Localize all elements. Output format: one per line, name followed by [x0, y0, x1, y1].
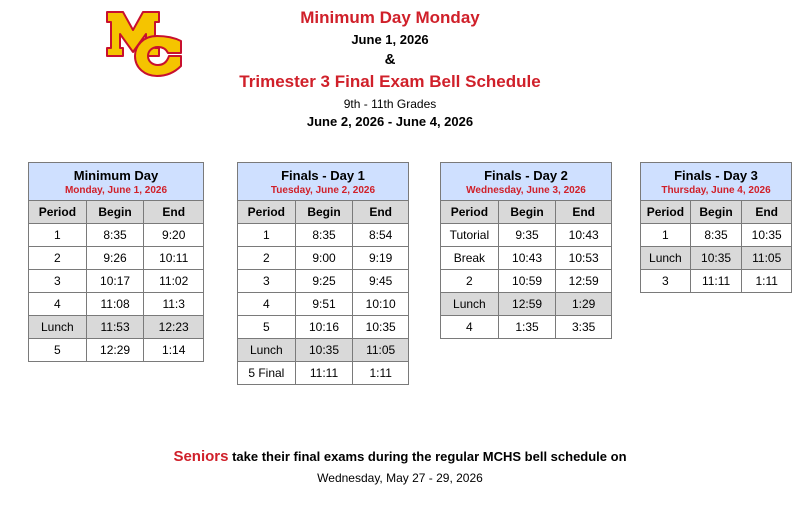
- footer-dates-line: [0, 469, 800, 487]
- header-subtitle: Trimester 3 Final Exam Bell Schedule: [239, 72, 541, 91]
- header-line-4: [200, 72, 580, 92]
- period-cell: 2: [238, 247, 296, 270]
- begin-cell: 10:35: [690, 247, 742, 270]
- table-row: [441, 293, 612, 316]
- header-date-range: June 2, 2026 - June 4, 2026: [306, 114, 474, 129]
- header-ampersand: &: [384, 51, 396, 68]
- end-cell: 1:11: [353, 362, 409, 385]
- begin-cell: 10:59: [498, 270, 556, 293]
- begin-cell: 12:59: [498, 293, 556, 316]
- schedule-title-text: Finals - Day 2: [484, 167, 568, 183]
- schedule-finals-day-2: [440, 162, 612, 339]
- schedule-subtitle: Thursday, June 4, 2026: [661, 184, 771, 196]
- period-cell: 1: [641, 224, 691, 247]
- begin-cell: 8:35: [86, 224, 144, 247]
- end-cell: 11:05: [742, 247, 792, 270]
- end-cell: 10:43: [556, 224, 612, 247]
- footer-seniors: Seniors: [173, 448, 229, 465]
- table-row: [641, 224, 792, 247]
- end-cell: 12:59: [556, 270, 612, 293]
- schedule-title: [641, 163, 792, 201]
- table-row: [238, 224, 409, 247]
- end-cell: 11:02: [144, 270, 204, 293]
- begin-cell: 11:11: [690, 270, 742, 293]
- end-cell: 11:3: [144, 293, 204, 316]
- period-cell: 3: [641, 270, 691, 293]
- table-row: [641, 247, 792, 270]
- schedule-title: [29, 163, 204, 201]
- col-header-end: End: [144, 201, 204, 224]
- begin-cell: 8:35: [690, 224, 742, 247]
- begin-cell: 9:25: [295, 270, 353, 293]
- period-cell: Lunch: [641, 247, 691, 270]
- end-cell: 8:54: [353, 224, 409, 247]
- schedule-title-text: Finals - Day 3: [674, 167, 758, 183]
- period-cell: 4: [29, 293, 87, 316]
- begin-cell: 11:11: [295, 362, 353, 385]
- col-header-period: Period: [29, 201, 87, 224]
- period-cell: Lunch: [238, 339, 296, 362]
- end-cell: 1:11: [742, 270, 792, 293]
- schedule-subtitle: Monday, June 1, 2026: [64, 184, 168, 196]
- table-row: [29, 293, 204, 316]
- begin-cell: 10:16: [295, 316, 353, 339]
- begin-cell: 9:51: [295, 293, 353, 316]
- begin-cell: 1:35: [498, 316, 556, 339]
- end-cell: 9:20: [144, 224, 204, 247]
- schedule-subtitle: Tuesday, June 2, 2026: [270, 184, 376, 196]
- schedule-finals-day-3: [640, 162, 792, 293]
- col-header-begin: Begin: [690, 201, 742, 224]
- period-cell: 2: [29, 247, 87, 270]
- begin-cell: 11:08: [86, 293, 144, 316]
- end-cell: 9:45: [353, 270, 409, 293]
- table-row: [238, 362, 409, 385]
- end-cell: 12:23: [144, 316, 204, 339]
- col-header-end: End: [556, 201, 612, 224]
- header-date: June 1, 2026: [351, 32, 429, 47]
- col-header-end: End: [353, 201, 409, 224]
- col-header-begin: Begin: [498, 201, 556, 224]
- period-cell: 5 Final: [238, 362, 296, 385]
- end-cell: 1:29: [556, 293, 612, 316]
- footer-dates: Wednesday, May 27 - 29, 2026: [317, 471, 483, 485]
- period-cell: 1: [238, 224, 296, 247]
- footer-text: take their final exams during the regular MCHS bell schedule on: [228, 449, 627, 464]
- header-line-6: [200, 113, 580, 131]
- header-line-1: [200, 8, 580, 28]
- col-header-end: End: [742, 201, 792, 224]
- header-title: Minimum Day Monday: [300, 8, 480, 27]
- period-cell: Tutorial: [441, 224, 499, 247]
- table-row: [641, 270, 792, 293]
- col-header-period: Period: [238, 201, 296, 224]
- schedule-title-text: Finals - Day 1: [281, 167, 365, 183]
- table-row: [29, 224, 204, 247]
- begin-cell: 8:35: [295, 224, 353, 247]
- period-cell: Lunch: [29, 316, 87, 339]
- begin-cell: 9:35: [498, 224, 556, 247]
- begin-cell: 9:00: [295, 247, 353, 270]
- end-cell: 3:35: [556, 316, 612, 339]
- mc-logo: [105, 8, 185, 78]
- table-row: [238, 247, 409, 270]
- schedule-subtitle: Wednesday, June 3, 2026: [466, 184, 586, 196]
- table-row: [441, 316, 612, 339]
- table-row: [29, 247, 204, 270]
- begin-cell: 10:43: [498, 247, 556, 270]
- table-row: [441, 270, 612, 293]
- period-cell: 4: [441, 316, 499, 339]
- col-header-begin: Begin: [295, 201, 353, 224]
- header-grades: 9th - 11th Grades: [343, 97, 437, 111]
- period-cell: Break: [441, 247, 499, 270]
- end-cell: 10:10: [353, 293, 409, 316]
- begin-cell: 10:35: [295, 339, 353, 362]
- table-row: [29, 316, 204, 339]
- schedule-minimum-day: [28, 162, 204, 362]
- table-row: [441, 224, 612, 247]
- period-cell: 2: [441, 270, 499, 293]
- end-cell: 9:19: [353, 247, 409, 270]
- begin-cell: 12:29: [86, 339, 144, 362]
- schedule-finals-day-1: [237, 162, 409, 385]
- end-cell: 1:14: [144, 339, 204, 362]
- period-cell: 3: [238, 270, 296, 293]
- period-cell: Lunch: [441, 293, 499, 316]
- begin-cell: 11:53: [86, 316, 144, 339]
- period-cell: 5: [238, 316, 296, 339]
- table-row: [441, 247, 612, 270]
- begin-cell: 9:26: [86, 247, 144, 270]
- schedule-title: [441, 163, 612, 201]
- end-cell: 10:35: [742, 224, 792, 247]
- table-row: [29, 270, 204, 293]
- header-line-2: [200, 31, 580, 49]
- table-row: [238, 270, 409, 293]
- header-line-5: [200, 95, 580, 113]
- schedule-title: [238, 163, 409, 201]
- header-line-3: [200, 51, 580, 69]
- col-header-period: Period: [441, 201, 499, 224]
- table-row: [238, 293, 409, 316]
- end-cell: 11:05: [353, 339, 409, 362]
- end-cell: 10:35: [353, 316, 409, 339]
- table-row: [238, 339, 409, 362]
- period-cell: 3: [29, 270, 87, 293]
- period-cell: 4: [238, 293, 296, 316]
- begin-cell: 10:17: [86, 270, 144, 293]
- table-row: [238, 316, 409, 339]
- schedule-title-text: Minimum Day: [73, 167, 159, 183]
- footer-note: [0, 448, 800, 466]
- col-header-period: Period: [641, 201, 691, 224]
- end-cell: 10:53: [556, 247, 612, 270]
- end-cell: 10:11: [144, 247, 204, 270]
- col-header-begin: Begin: [86, 201, 144, 224]
- period-cell: 5: [29, 339, 87, 362]
- period-cell: 1: [29, 224, 87, 247]
- table-row: [29, 339, 204, 362]
